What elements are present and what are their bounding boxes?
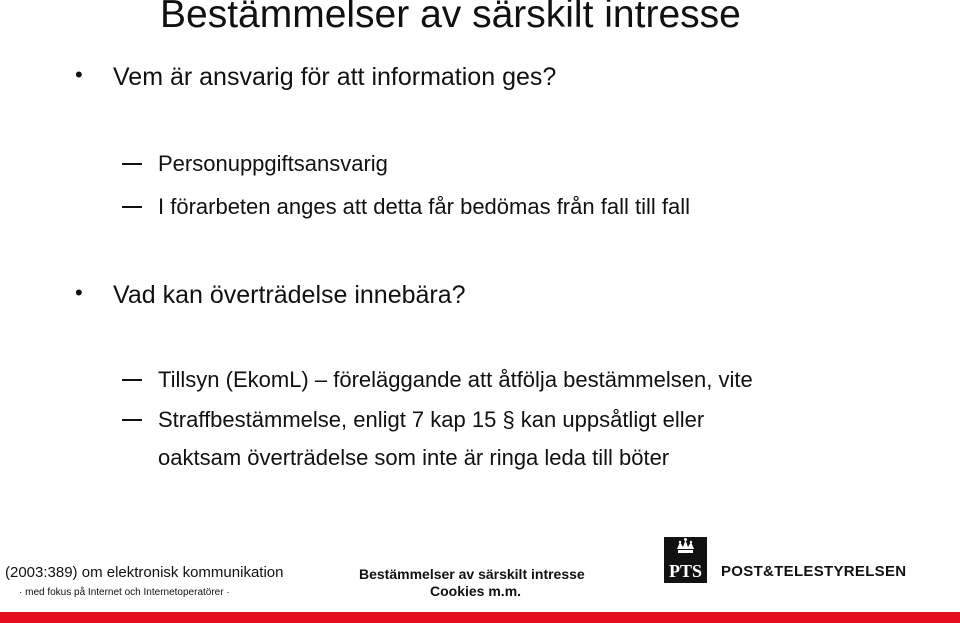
sub-bullet-item (158, 193, 690, 221)
sub-bullet-continuation: oaktsam överträdelse som inte är ringa leda till böter (158, 444, 670, 470)
sub-bullet-item (158, 406, 704, 471)
accent-bar (0, 612, 960, 623)
logo-mark: PTS (668, 561, 703, 581)
dash-icon (122, 163, 142, 165)
sub-bullet-text: Personuppgiftsansvarig (158, 151, 388, 176)
slide-title: Bestämmelser av särskilt intresse (160, 0, 741, 36)
sub-bullet-text: Tillsyn (EkomL) – föreläggande att åtfölja bestämmelsen, vite (158, 367, 753, 392)
footer-law-subtitle: · med fokus på Internet och Internetoperatörer · (19, 587, 230, 598)
dash-icon (122, 379, 142, 381)
footer-law-title: (2003:389) om elektronisk kommunikation (5, 564, 284, 581)
dash-icon (122, 419, 142, 421)
sub-bullet-text: Straffbestämmelse, enligt 7 kap 15 § kan uppsåtligt eller (158, 407, 705, 432)
crown-icon (664, 537, 707, 583)
pts-logo-text: POST&TELESTYRELSEN (721, 563, 907, 580)
bullet-icon: • (75, 62, 83, 87)
bullet-item (75, 280, 466, 310)
footer-section-subtitle: Cookies m.m. (430, 583, 522, 599)
footer-section-title: Bestämmelser av särskilt intresse (359, 566, 585, 582)
bullet-text: Vad kan överträdelse innebära? (113, 281, 466, 309)
bullet-item (75, 62, 557, 92)
bullet-icon: • (75, 280, 83, 305)
bullet-text: Vem är ansvarig för att information ges? (113, 63, 557, 91)
sub-bullet-text: I förarbeten anges att detta får bedömas från fall till fall (158, 194, 690, 219)
dash-icon (122, 206, 142, 208)
sub-bullet-item (158, 150, 388, 178)
pts-logo (664, 537, 707, 583)
sub-bullet-item (158, 366, 753, 394)
